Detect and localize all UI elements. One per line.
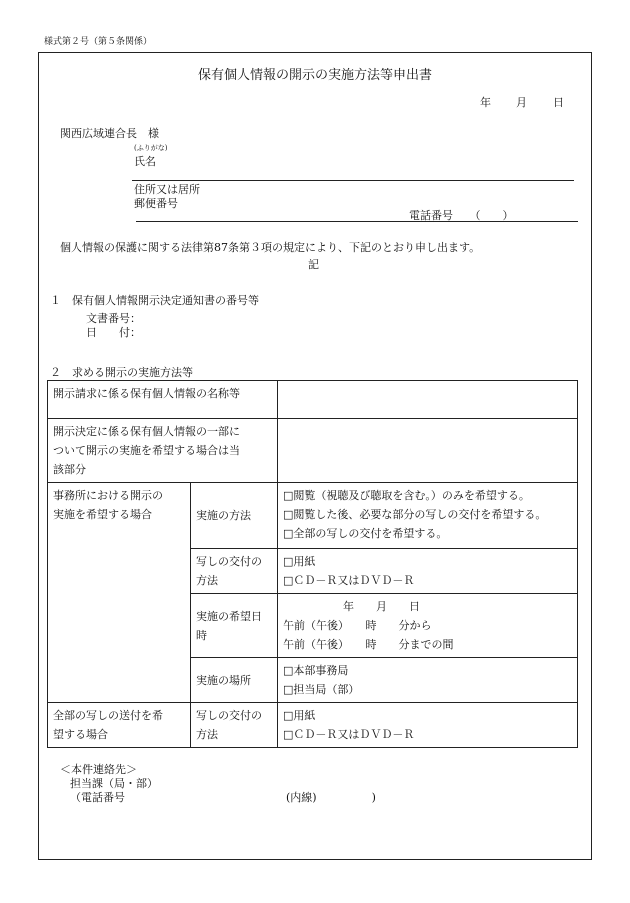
mail-option-paper[interactable]: □用紙 — [283, 709, 316, 722]
mail-copy-method-label: 写しの交付の 方法 — [191, 703, 278, 748]
ki-label: 記 — [308, 258, 319, 271]
date-day: 日 — [553, 96, 564, 109]
mail-copy-options — [278, 703, 578, 748]
doc-date-label: 日 付： — [86, 326, 141, 339]
copy-method-options — [278, 549, 578, 594]
form-id: 様式第２号（第５条関係） — [44, 37, 153, 47]
method-label: 実施の方法 — [191, 483, 278, 549]
desired-date-label: 実施の希望日 時 — [191, 594, 278, 658]
office-disclosure-label: 事務所における開示の 実施を希望する場合 — [48, 483, 191, 703]
disclosure-method-table — [47, 380, 578, 748]
desired-date-value[interactable] — [278, 594, 578, 658]
option-headquarters[interactable]: □本部事務局 — [283, 664, 349, 677]
contact-dept: 担当課（局・部） — [70, 777, 158, 790]
phone-label: 電話番号 （ ） — [409, 209, 514, 222]
contact-extension: (内線) ) — [286, 791, 376, 804]
date-to-line: 午前（午後） 時 分までの間 — [283, 638, 454, 651]
date-year: 年 — [480, 96, 491, 109]
method-options — [278, 483, 578, 549]
address-line — [136, 221, 578, 222]
mail-option-cd-dvd[interactable]: □ＣＤ－Ｒ又はＤＶＤ－Ｒ — [283, 728, 415, 741]
row-info-name-label: 開示請求に係る保有個人情報の名称等 — [48, 381, 278, 419]
section1-heading: １ 保有個人情報開示決定通知書の番号等 — [50, 294, 259, 307]
place-label: 実施の場所 — [191, 658, 278, 703]
intro-text: 個人情報の保護に関する法律第87条第３項の規定により、下記のとおり申し出ます。 — [60, 241, 481, 254]
option-view-only[interactable]: □閲覧（視聴及び聴取を含む。）のみを希望する。 — [283, 489, 530, 502]
option-paper[interactable]: □用紙 — [283, 555, 316, 568]
row-partial-value[interactable] — [278, 419, 578, 483]
option-view-then-copy[interactable]: □閲覧した後、必要な部分の写しの交付を希望する。 — [283, 508, 547, 521]
furigana-label: (ふりがな) — [134, 144, 168, 152]
date-from-line: 午前（午後） 時 分から — [283, 619, 432, 632]
option-cd-dvd[interactable]: □ＣＤ－Ｒ又はＤＶＤ－Ｒ — [283, 574, 415, 587]
contact-heading: ＜本件連絡先＞ — [60, 763, 137, 776]
date-month: 月 — [516, 96, 527, 109]
mail-copy-label: 全部の写しの送付を希 望する場合 — [48, 703, 191, 748]
addressee: 関西広域連合長 様 — [60, 127, 159, 140]
page-title: 保有個人情報の開示の実施方法等申出書 — [197, 68, 432, 83]
address-label: 住所又は居所 — [134, 183, 200, 196]
copy-method-label: 写しの交付の 方法 — [191, 549, 278, 594]
date-ymd-line: 年 月 日 — [343, 600, 420, 613]
place-options — [278, 658, 578, 703]
name-label: 氏名 — [134, 155, 156, 168]
contact-phone: （電話番号 — [70, 791, 125, 804]
postal-label: 郵便番号 — [134, 197, 178, 210]
option-full-copy[interactable]: □全部の写しの交付を希望する。 — [283, 527, 448, 540]
section2-heading: ２ 求める開示の実施方法等 — [50, 366, 193, 379]
doc-number-label: 文書番号： — [86, 312, 141, 325]
option-department[interactable]: □担当局（部） — [283, 683, 360, 696]
row-info-name-value[interactable] — [278, 381, 578, 419]
row-partial-label: 開示決定に係る保有個人情報の一部に ついて開示の実施を希望する場合は当 該部分 — [48, 419, 278, 483]
